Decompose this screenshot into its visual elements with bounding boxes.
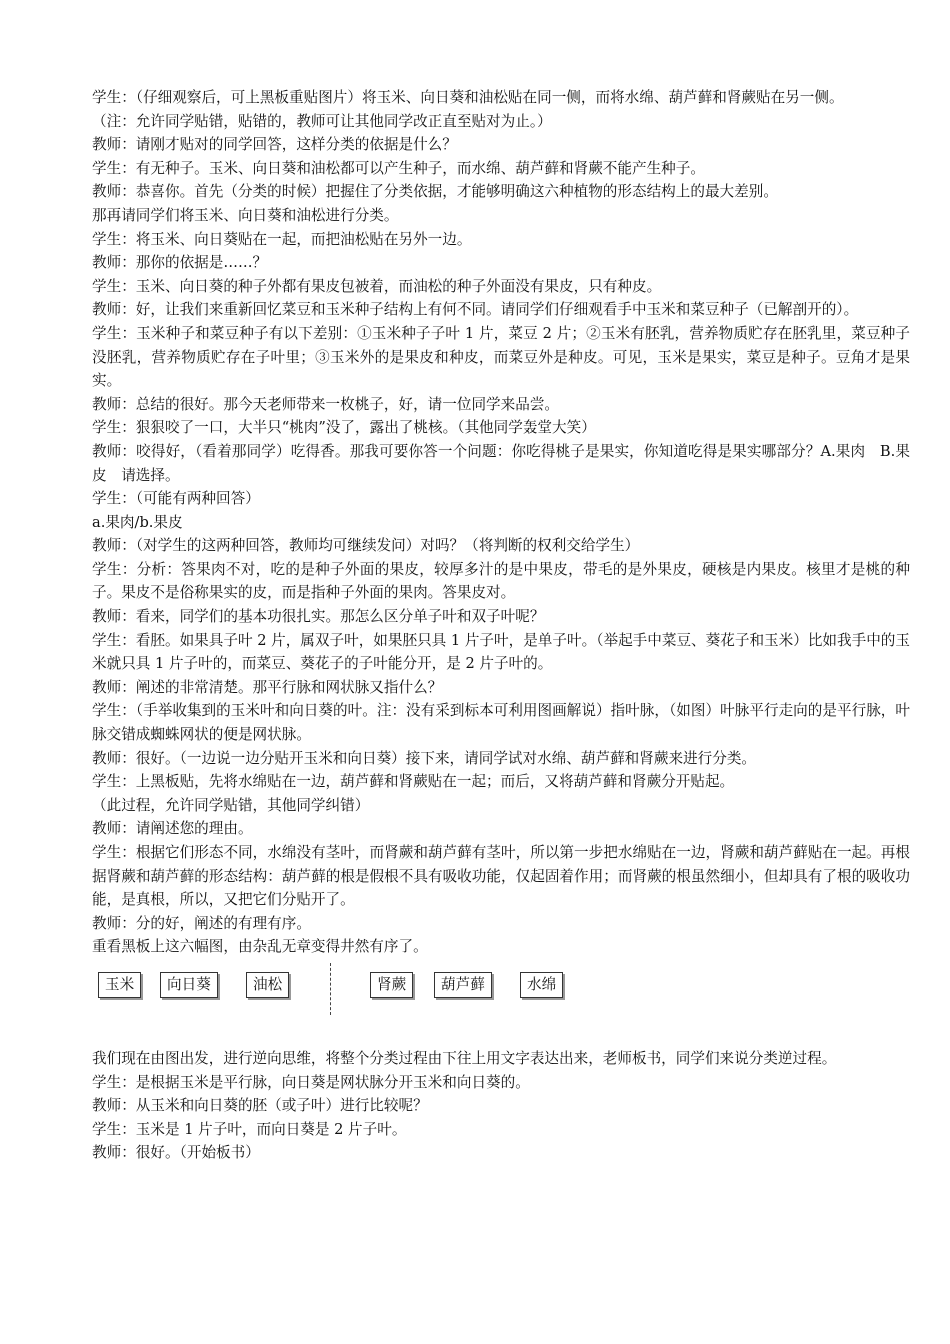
spacer xyxy=(92,1025,910,1047)
paragraph: 教师：很好。（一边说一边分贴开玉米和向日葵）接下来，请同学试对水绵、葫芦藓和肾蕨来进行分类。 xyxy=(92,749,757,767)
dialogue-bottom xyxy=(92,1047,910,1165)
paragraph: 学生：分析：答果肉不对，吃的是种子外面的果皮，较厚多汁的是中果皮，带毛的是外果皮，硬核是内果皮。核里才是桃的种子。果皮不是俗称果实的皮，而是指种子外面的果肉。答果皮对。 xyxy=(92,560,910,602)
paragraph: 学生：玉米是 1 片子叶，而向日葵是 2 片子叶。 xyxy=(92,1120,407,1138)
paragraph: 学生：（仔细观察后，可上黑板重贴图片）将玉米、向日葵和油松贴在同一侧，而将水绵、葫芦藓和肾蕨贴在另一侧。 xyxy=(92,89,844,106)
paragraph: 学生：有无种子。玉米、向日葵和油松都可以产生种子，而水绵、葫芦藓和肾蕨不能产生种子。 xyxy=(92,159,705,177)
paragraph: 教师：看来，同学们的基本功很扎实。那怎么区分单子叶和双子叶呢？ xyxy=(92,608,545,626)
paragraph: 教师：请刚才贴对的同学回答，这样分类的依据是什么？ xyxy=(92,136,457,154)
paragraph: 教师：很好。（开始板书） xyxy=(92,1144,260,1162)
paragraph: （此过程，允许同学贴错，其他同学纠错） xyxy=(92,796,370,814)
label-box-spirogyra: 水绵 xyxy=(520,972,563,998)
paragraph: 那再请同学们将玉米、向日葵和油松进行分类。 xyxy=(92,206,399,224)
label-box-fern: 肾蕨 xyxy=(370,972,413,998)
paragraph: 教师：阐述的非常清楚。那平行脉和网状脉又指什么？ xyxy=(92,678,443,696)
paragraph: 重看黑板上这六幅图，由杂乱无章变得井然有序了。 xyxy=(92,938,428,956)
label-box-sunflower: 向日葵 xyxy=(160,972,218,998)
paragraph: （注：允许同学贴错，贴错的，教师可让其他同学改正直至贴对为止。） xyxy=(92,112,552,130)
paragraph: a.果肉/b.果皮 xyxy=(92,513,183,531)
divider-line xyxy=(330,963,331,1015)
dialogue-top xyxy=(92,86,910,959)
label-box-pine: 油松 xyxy=(246,972,289,998)
paragraph: 教师：从玉米和向日葵的胚（或子叶）进行比较呢？ xyxy=(92,1097,428,1115)
paragraph: 教师：那你的依据是……？ xyxy=(92,254,268,272)
paragraph: 学生：上黑板贴，先将水绵贴在一边，葫芦藓和肾蕨贴在一起；而后，又将葫芦藓和肾蕨分开贴起。 xyxy=(92,773,735,791)
paragraph: 学生：是根据玉米是平行脉，向日葵是网状脉分开玉米和向日葵的。 xyxy=(92,1073,530,1091)
paragraph: 教师：好，让我们来重新回忆菜豆和玉米种子结构上有何不同。请同学们仔细观看手中玉米和菜豆种子（已解剖开的）。 xyxy=(92,301,859,319)
paragraph: 教师：（对学生的这两种回答，教师均可继续发问）对吗？（将判断的权利交给学生） xyxy=(92,537,640,555)
paragraph: 教师：分的好，阐述的有理有序。 xyxy=(92,914,311,932)
paragraph: 学生：看胚。如果具子叶 2 片，属双子叶，如果胚只具 1 片子叶，是单子叶。（举起手中菜豆、葵花子和玉米）比如我手中的玉米就只具 1 片子叶的，而菜豆、葵花子的子叶能分开，是 2 片子叶的。 xyxy=(92,631,910,673)
label-box-moss: 葫芦藓 xyxy=(434,972,492,998)
paragraph: 学生：根据它们形态不同，水绵没有茎叶，而肾蕨和葫芦藓有茎叶，所以第一步把水绵贴在一边，肾蕨和葫芦藓贴在一起。再根据肾蕨和葫芦藓的形态结构：葫芦藓的根是假根不具有吸收功能，仅起固着作用；而肾蕨的根虽然细小，但却具有了根的吸收功能，是真根，所以，又把它们分贴开了。 xyxy=(92,844,910,909)
paragraph: 教师：请阐述您的理由。 xyxy=(92,820,253,838)
paragraph: 学生：将玉米、向日葵贴在一起，而把油松贴在另外一边。 xyxy=(92,230,472,248)
paragraph: 教师：恭喜你。首先（分类的时候）把握住了分类依据，才能够明确这六种植物的形态结构上的最大差别。 xyxy=(92,183,778,201)
classification-figure xyxy=(92,959,910,1025)
paragraph: 教师：咬得好，（看着那同学）吃得香。那我可要你答一个问题：你吃得桃子是果实，你知道吃得是果实哪部分？A.果肉 B.果皮 请选择。 xyxy=(92,442,910,484)
paragraph: 学生：玉米、向日葵的种子外都有果皮包被着，而油松的种子外面没有果皮，只有种皮。 xyxy=(92,277,662,295)
paragraph: 学生：狠狠咬了一口，大半只“桃肉”没了，露出了桃核。（其他同学轰堂大笑） xyxy=(92,419,596,437)
paragraph: 我们现在由图出发，进行逆向思维，将整个分类过程由下往上用文字表达出来，老师板书，同学们来说分类逆过程。 xyxy=(92,1049,837,1067)
paragraph: 学生：（可能有两种回答） xyxy=(92,490,260,508)
document-page xyxy=(92,86,910,1165)
label-box-corn: 玉米 xyxy=(98,972,141,998)
paragraph: 教师：总结的很好。那今天老师带来一枚桃子，好，请一位同学来品尝。 xyxy=(92,395,560,413)
paragraph: 学生：（手举收集到的玉米叶和向日葵的叶。注：没有采到标本可利用图画解说）指叶脉，（如图）叶脉平行走向的是平行脉，叶脉交错成蜘蛛网状的便是网状脉。 xyxy=(92,702,910,744)
paragraph: 学生：玉米种子和菜豆种子有以下差别：①玉米种子子叶 1 片，菜豆 2 片；②玉米有胚乳，营养物质贮存在胚乳里，菜豆种子没胚乳，营养物质贮存在子叶里；③玉米外的是果皮和种皮，而菜豆外是种皮。可见，玉米是果实，菜豆是种子。豆角才是果实。 xyxy=(92,324,910,390)
